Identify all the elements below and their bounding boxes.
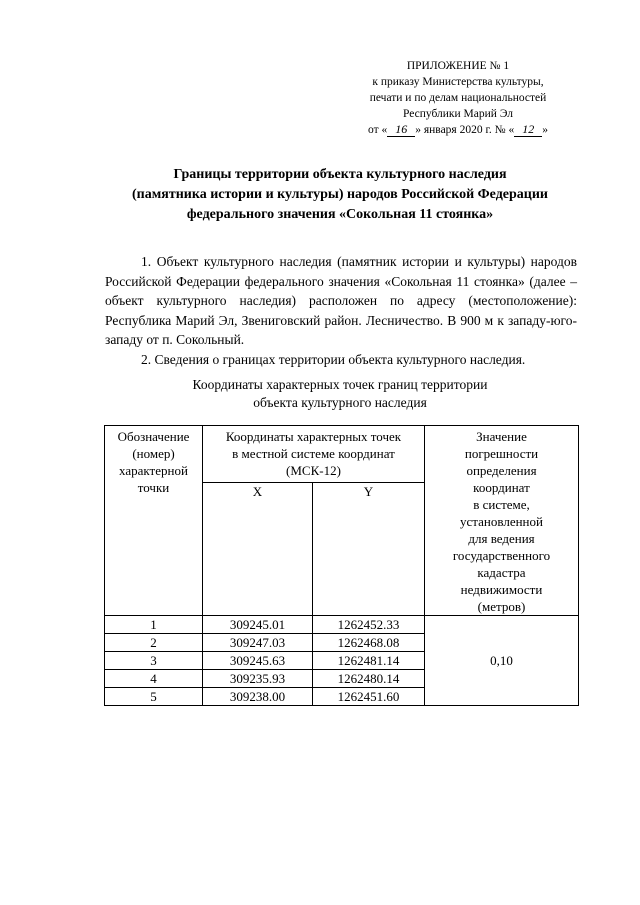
coord-x: 309238.00 [203, 688, 313, 706]
appendix-line: к приказу Министерства культуры, [372, 76, 544, 88]
point-number: 2 [105, 634, 203, 652]
header-text: в системе, [473, 497, 530, 512]
appendix-line: печати и по делам национальностей [369, 92, 547, 104]
header-text: государственного [452, 548, 551, 563]
header-coordinates [203, 426, 425, 483]
coord-x: 309245.63 [203, 652, 313, 670]
header-text: (МСК-12) [286, 463, 341, 478]
coord-x: 309235.93 [203, 670, 313, 688]
paragraph-1: 1. Объект культурного наследия (памятник истории и культуры) народов Российской Федерации федерального значения «Сокольная 11 стоянка» (далее – объект культурного наследия) расположен по адресу (местоположение): Республика Марий Эл, Звениговский район. Лесничество. В 900 м к западу-юго-западу от п. Сокольный. [105, 254, 577, 347]
header-text: Обозначение [117, 429, 190, 444]
point-number: 4 [105, 670, 203, 688]
coord-y: 1262452.33 [313, 616, 425, 634]
table-caption [100, 376, 580, 412]
header-text: установленной [460, 514, 543, 529]
header-x: X [203, 483, 313, 616]
header-accuracy [425, 426, 579, 616]
handwritten-day: 16 [387, 123, 415, 137]
point-number: 1 [105, 616, 203, 634]
title-line: Границы территории объекта культурного наследия [173, 167, 507, 182]
date-middle: » января 2020 г. № « [415, 124, 515, 136]
coord-y: 1262468.08 [313, 634, 425, 652]
header-text: точки [137, 480, 170, 495]
header-point-id [105, 426, 203, 616]
coord-y: 1262451.60 [313, 688, 425, 706]
header-text: погрешности [464, 446, 539, 461]
paragraph-2: 2. Сведения о границах территории объекта культурного наследия. [141, 351, 526, 367]
coord-y: 1262481.14 [313, 652, 425, 670]
document-body [105, 252, 577, 369]
header-text: в местной системе координат [232, 446, 395, 461]
appendix-title: ПРИЛОЖЕНИЕ № 1 [406, 60, 510, 72]
caption-line: объекта культурного наследия [253, 395, 427, 410]
appendix-header [338, 58, 578, 138]
appendix-line: Республики Марий Эл [402, 108, 513, 120]
header-text: (номер) [132, 446, 175, 461]
date-prefix: от « [367, 124, 388, 136]
header-text: Значение [476, 429, 527, 444]
header-text: недвижимости [460, 582, 543, 597]
coord-x: 309245.01 [203, 616, 313, 634]
document-title [100, 165, 580, 225]
header-text: определения [466, 463, 537, 478]
table-header-row [105, 426, 579, 483]
coordinates-table [104, 425, 579, 706]
date-suffix: » [542, 124, 548, 136]
header-text: кадастра [477, 565, 526, 580]
header-text: Координаты характерных точек [225, 429, 402, 444]
header-text: для ведения [468, 531, 535, 546]
accuracy-value: 0,10 [425, 616, 579, 706]
title-line: федерального значения «Сокольная 11 стоянка» [186, 207, 494, 222]
coord-y: 1262480.14 [313, 670, 425, 688]
handwritten-number: 12 [514, 123, 542, 137]
title-line: (памятника истории и культуры) народов Российской Федерации [132, 187, 548, 202]
table-row [105, 616, 579, 634]
appendix-date-line [338, 122, 578, 138]
coord-x: 309247.03 [203, 634, 313, 652]
point-number: 3 [105, 652, 203, 670]
header-text: характерной [119, 463, 188, 478]
point-number: 5 [105, 688, 203, 706]
header-text: (метров) [477, 599, 526, 614]
header-y: Y [313, 483, 425, 616]
caption-line: Координаты характерных точек границ территории [192, 377, 488, 392]
header-text: координат [473, 480, 530, 495]
